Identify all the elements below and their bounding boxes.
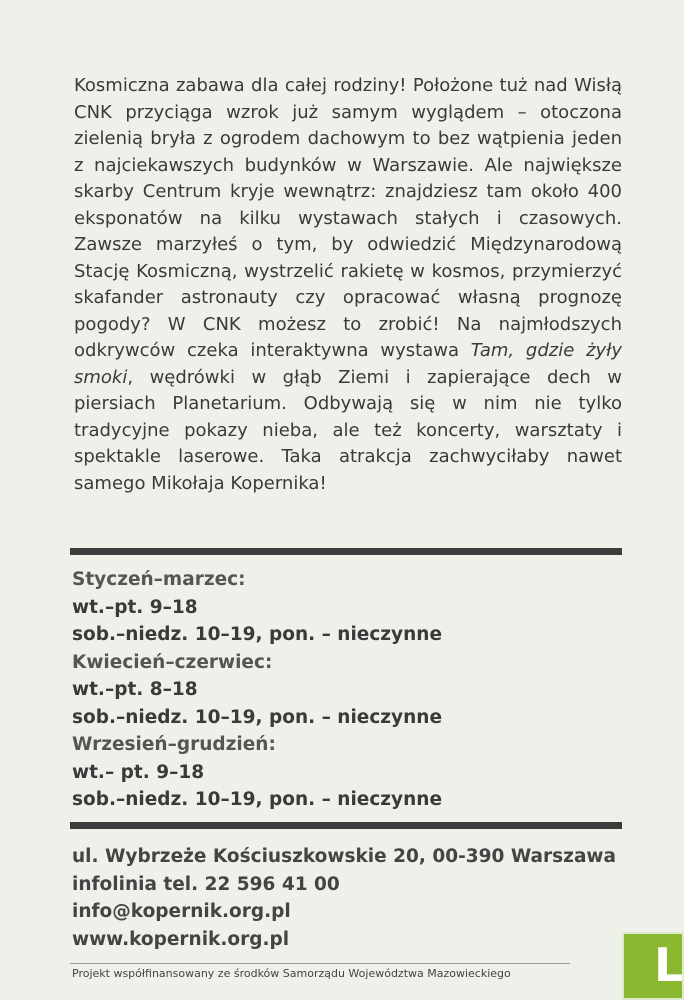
weekend-hours: sob.–niedz. 10–19, pon. – nieczynne — [72, 706, 443, 728]
weekend-hours: sob.–niedz. 10–19, pon. – nieczynne — [72, 789, 443, 810]
address: ul. Wybrzeże Kościuszkowskie 20, 00-390 Warszawa — [72, 846, 617, 867]
weekday-hours: wt.–pt. 9–18 — [72, 596, 198, 618]
website: www.kopernik.org.pl — [72, 928, 290, 950]
opening-hours — [72, 566, 632, 814]
footer-divider — [70, 963, 570, 964]
phone: infolinia tel. 22 596 41 00 — [72, 873, 340, 895]
description-paragraph — [74, 73, 622, 497]
season-label: Kwiecień–czerwiec: — [72, 651, 273, 673]
weekday-hours: wt.–pt. 8–18 — [72, 679, 198, 700]
divider-bottom — [70, 822, 622, 829]
badge-letter: L — [654, 938, 684, 992]
divider-top — [70, 548, 622, 555]
description-text-2: , wędrówki w głąb Ziemi i zapierające dech w piersiach Planetarium. Odbywają się w nim nie tylko tradycyjne pokazy nieba, ale też koncerty, warsztaty i spektakle laserowe. Taka atrakcja zachwyciłaby nawet samego Mikołaja Kopernika! — [74, 366, 622, 494]
funding-note: Projekt współfinansowany ze środków Samorządu Województwa Mazowieckiego — [72, 967, 511, 980]
corner-badge — [622, 932, 684, 1000]
weekend-hours: sob.–niedz. 10–19, pon. – nieczynne — [72, 624, 443, 645]
contact-block — [72, 843, 632, 953]
weekday-hours: wt.– pt. 9–18 — [72, 761, 205, 783]
email: info@kopernik.org.pl — [72, 901, 291, 922]
description-text-1: Kosmiczna zabawa dla całej rodziny! Położone tuż nad Wisłą CNK przyciąga wzrok już samym wyglądem – otoczona zielenią bryła z ogrodem dachowym to bez wątpienia jeden z najciekawszych budynków w Warszawie. Ale największe skarby Centrum kryje wewnątrz: znajdziesz tam około 400 eksponatów na kilku wystawach stałych i czasowych. Zawsze marzyłeś o tym, by odwiedzić Międzynarodową Stację Kosmiczną, wystrzelić rakietę w kosmos, przymierzyć skafander astronauty czy opracować własną prognozę pogody? W CNK możesz to zrobić! Na najmłodszych odkrywców czeka interaktywna wystawa — [74, 75, 622, 361]
exhibition-title: Tam, gdzie żyły smoki — [74, 340, 622, 388]
season-label: Styczeń–marzec: — [72, 569, 246, 590]
season-label: Wrzesień–grudzień: — [72, 734, 276, 755]
